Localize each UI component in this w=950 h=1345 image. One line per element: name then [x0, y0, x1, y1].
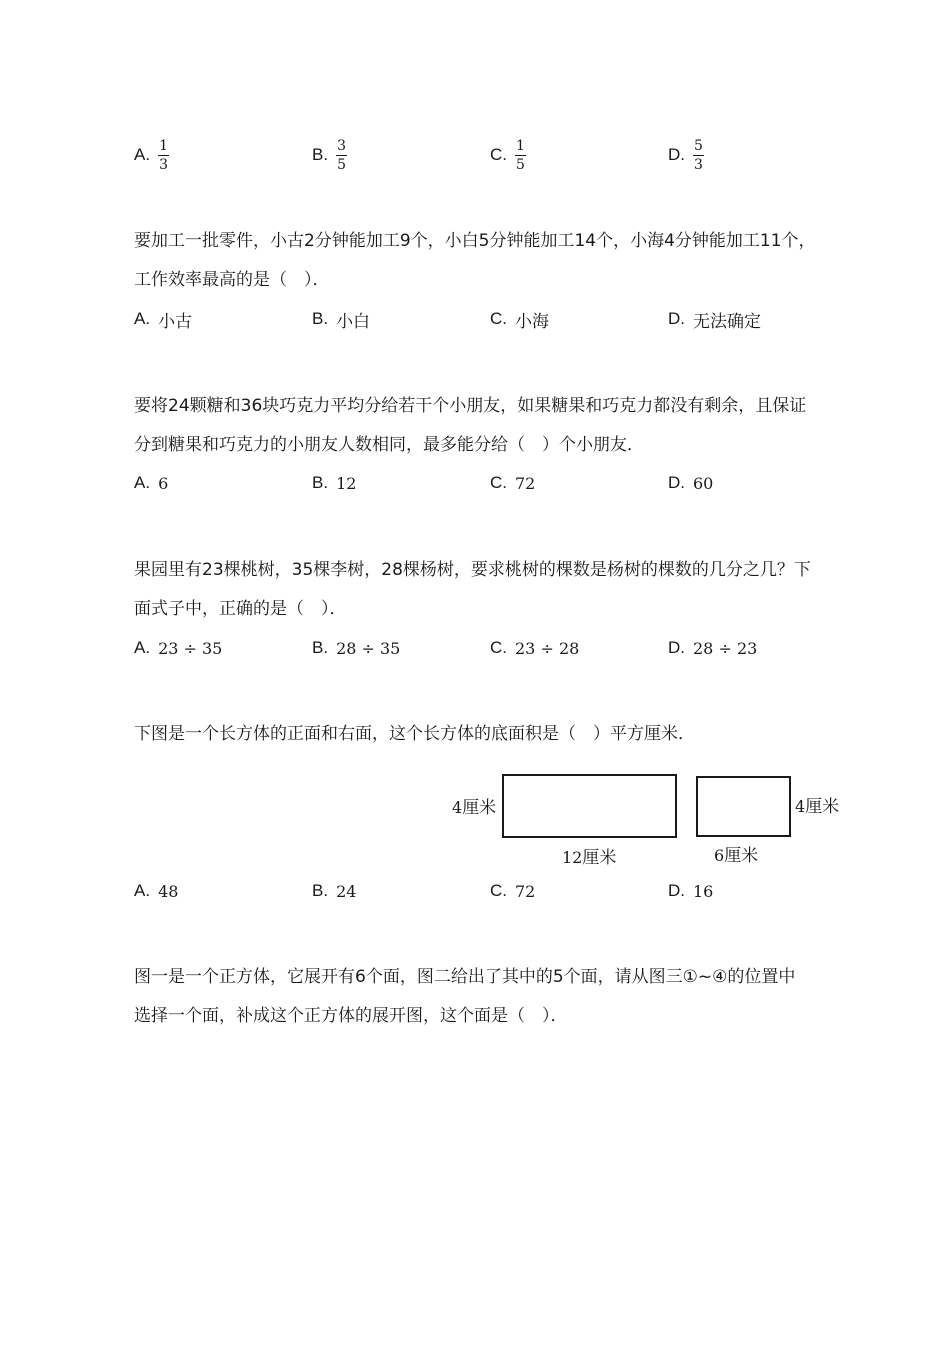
q1-option-d[interactable] — [668, 299, 761, 339]
q3-option-b[interactable] — [312, 628, 400, 668]
option-value: 60 — [693, 473, 714, 493]
denominator: 3 — [159, 156, 169, 173]
right-width-label: 6厘米 — [714, 846, 759, 866]
option-letter: D. — [668, 309, 685, 328]
right-height-label: 4厘米 — [795, 797, 840, 817]
option-value: 12 — [336, 473, 357, 493]
option-letter: B. — [312, 881, 329, 900]
option-value: 48 — [158, 881, 179, 901]
option-value: 23 ÷ 35 — [158, 638, 223, 658]
option-letter: B. — [312, 473, 329, 492]
q1-options — [134, 299, 854, 339]
front-width-label: 12厘米 — [562, 848, 617, 868]
q4-options — [134, 871, 854, 911]
right-face-rectangle — [696, 776, 791, 837]
q5-stem-line1: 图一是一个正方体，它展开有6个面，图二给出了其中的5个面，请从图三①~④的位置中 — [134, 967, 796, 987]
denominator: 5 — [337, 156, 347, 173]
fraction-bar — [158, 155, 169, 156]
option-value: 小海 — [515, 311, 549, 332]
numerator: 1 — [159, 137, 169, 154]
fraction-bar — [515, 155, 526, 156]
q4-option-a[interactable] — [134, 871, 178, 911]
q1-option-c[interactable] — [490, 299, 549, 339]
option-letter: C. — [490, 473, 507, 492]
fraction-bar — [336, 155, 347, 156]
option-letter: A. — [134, 145, 151, 164]
option-value: 无法确定 — [693, 311, 761, 332]
option-letter: B. — [312, 309, 329, 328]
fraction — [336, 138, 347, 173]
q3-stem-line1: 果园里有23棵桃树，35棵李树，28棵杨树，要求桃树的棵数是杨树的棵数的几分之几？下 — [134, 560, 811, 580]
option-letter: D. — [668, 638, 685, 657]
q0-options — [134, 135, 854, 175]
front-height-label: 4厘米 — [452, 798, 497, 818]
option-letter: B. — [312, 145, 329, 164]
option-letter: A. — [134, 638, 151, 657]
fraction — [693, 138, 704, 173]
numerator: 5 — [694, 137, 703, 154]
q0-option-b[interactable] — [312, 135, 347, 175]
option-value: 72 — [515, 473, 536, 493]
fraction — [158, 138, 169, 173]
q1-stem-line1: 要加工一批零件，小古2分钟能加工9个，小白5分钟能加工14个，小海4分钟能加工11个， — [134, 231, 816, 251]
q4-option-c[interactable] — [490, 871, 535, 911]
option-value: 24 — [336, 881, 357, 901]
q2-stem — [134, 387, 846, 465]
q1-stem — [134, 222, 846, 300]
numerator: 1 — [516, 137, 525, 154]
q3-option-a[interactable] — [134, 628, 222, 668]
option-letter: A. — [134, 309, 151, 328]
numerator: 3 — [337, 137, 347, 154]
q2-option-d[interactable] — [668, 463, 713, 503]
option-value: 16 — [693, 881, 714, 901]
q2-options — [134, 463, 854, 503]
q2-stem-line2: 分到糖果和巧克力的小朋友人数相同，最多能分给（ ）个小朋友． — [134, 435, 644, 455]
option-value: 6 — [158, 473, 169, 493]
option-letter: D. — [668, 473, 685, 492]
q3-option-d[interactable] — [668, 628, 757, 668]
q2-option-a[interactable] — [134, 463, 168, 503]
option-letter: C. — [490, 638, 507, 657]
option-letter: C. — [490, 309, 507, 328]
option-value: 小古 — [158, 311, 193, 332]
q2-option-c[interactable] — [490, 463, 535, 503]
q1-option-b[interactable] — [312, 299, 370, 339]
q3-options — [134, 628, 854, 668]
q5-stem — [134, 958, 846, 1036]
denominator: 5 — [516, 156, 525, 173]
q4-option-d[interactable] — [668, 871, 713, 911]
denominator: 3 — [694, 156, 703, 173]
fraction — [515, 138, 526, 173]
q4-stem-line1: 下图是一个长方体的正面和右面，这个长方体的底面积是（ ）平方厘米． — [134, 724, 695, 744]
q3-stem — [134, 551, 846, 629]
option-letter: C. — [490, 881, 507, 900]
option-letter: D. — [668, 881, 685, 900]
option-letter: B. — [312, 638, 329, 657]
q2-stem-line1: 要将24颗糖和36块巧克力平均分给若干个小朋友，如果糖果和巧克力都没有剩余，且保证 — [134, 396, 807, 416]
q5-stem-line2: 选择一个面，补成这个正方体的展开图，这个面是（ ）． — [134, 1006, 568, 1026]
q0-option-a[interactable] — [134, 135, 169, 175]
q4-stem — [134, 715, 846, 754]
option-value: 28 ÷ 35 — [336, 638, 401, 658]
q1-stem-line2: 工作效率最高的是（ ）． — [134, 270, 330, 290]
option-letter: A. — [134, 881, 151, 900]
front-face-rectangle — [502, 774, 677, 838]
option-value: 小白 — [336, 311, 371, 332]
option-value: 28 ÷ 23 — [693, 638, 758, 658]
q3-option-c[interactable] — [490, 628, 579, 668]
option-letter: A. — [134, 473, 151, 492]
q1-option-a[interactable] — [134, 299, 192, 339]
fraction-bar — [693, 155, 704, 156]
q3-stem-line2: 面式子中，正确的是（ ）． — [134, 599, 347, 619]
option-value: 72 — [515, 881, 536, 901]
option-value: 23 ÷ 28 — [515, 638, 580, 658]
q2-option-b[interactable] — [312, 463, 356, 503]
q0-option-c[interactable] — [490, 135, 526, 175]
option-letter: D. — [668, 145, 685, 164]
option-letter: C. — [490, 145, 507, 164]
q0-option-d[interactable] — [668, 135, 704, 175]
q4-option-b[interactable] — [312, 871, 356, 911]
